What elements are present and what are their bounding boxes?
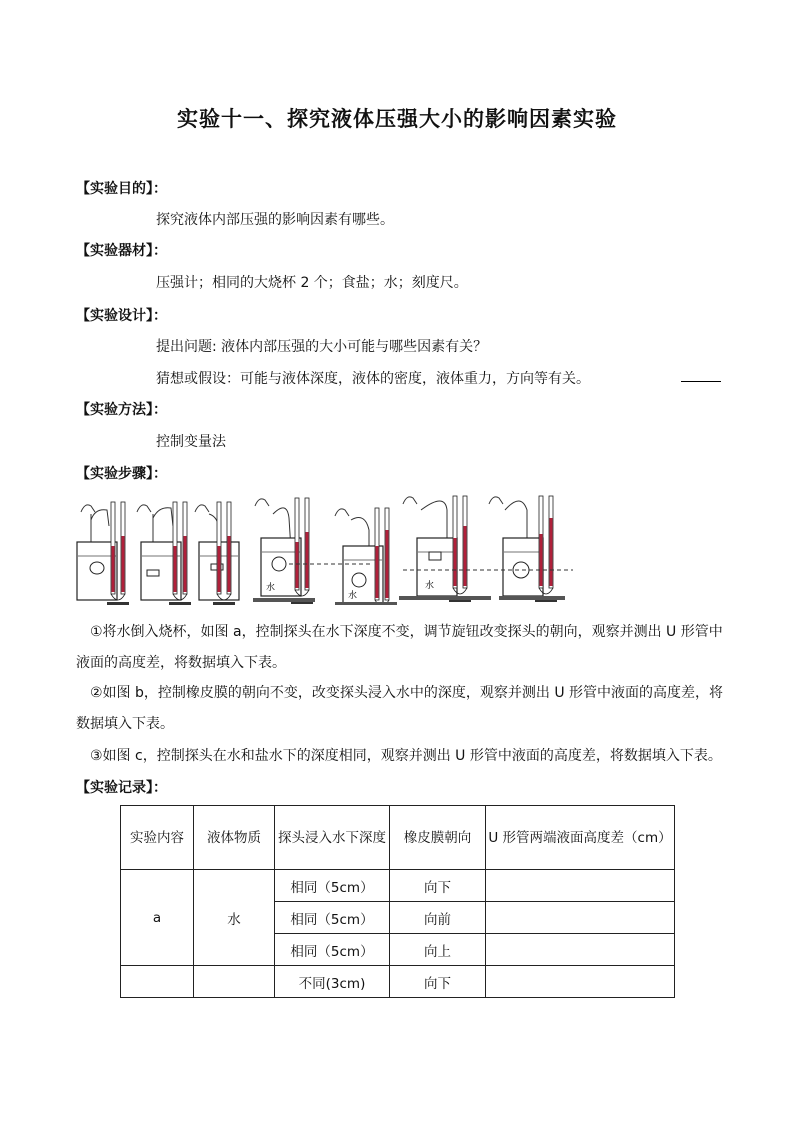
cell-empty — [194, 966, 275, 998]
setup-b1 — [253, 498, 315, 604]
cell-diff[interactable] — [486, 902, 675, 934]
steps-heading: 【实验步骤】： — [76, 466, 167, 482]
header-direction: 橡皮膜朝向 — [390, 806, 486, 870]
step-3: ③如图 c，控制探头在水和盐水下的深度相同，观察并测出 U 形管中液面的高度差，将数据填入下表。 — [90, 748, 722, 764]
record-table — [120, 805, 675, 998]
design-heading: 【实验设计】： — [76, 308, 167, 324]
step-1: ①将水倒入烧杯，如图 a，控制探头在水下深度不变，调节旋钮改变探头的朝向，观察并测出 U 形管中液面的高度差，将数据填入下表。 — [76, 624, 723, 671]
design-question: 提出问题: 液体内部压强的大小可能与哪些因素有关？ — [156, 339, 488, 355]
cell-diff[interactable] — [486, 870, 675, 902]
cell-diff[interactable] — [486, 966, 675, 998]
cell-depth: 相同（5cm） — [275, 934, 390, 966]
header-depth: 探头浸入水下深度 — [275, 806, 390, 870]
setup-a2 — [137, 502, 191, 605]
setup-c1 — [399, 496, 491, 602]
step-2: ②如图 b，控制橡皮膜的朝向不变，改变探头浸入水中的深度，观察并测出 U 形管中液面的高度差，将数据填入下表。 — [76, 685, 724, 732]
design-hypothesis: 猜想或假设：可能与液体深度，液体的密度，液体重力，方向等有关。 — [156, 371, 590, 387]
cell-group-a: a — [121, 870, 194, 966]
cell-diff[interactable] — [486, 934, 675, 966]
cell-direction: 向下 — [390, 870, 486, 902]
table-header-row — [121, 806, 675, 870]
page-title: 实验十一、探究液体压强大小的影响因素实验 — [177, 107, 617, 131]
table-row — [121, 966, 675, 998]
apparatus-svg — [73, 490, 723, 605]
setup-a3 — [195, 502, 239, 605]
apparatus-figure — [73, 490, 723, 605]
purpose-text: 探究液体内部压强的影响因素有哪些。 — [156, 212, 394, 228]
setup-b2 — [335, 508, 397, 605]
cell-depth: 不同(3cm) — [275, 966, 390, 998]
purpose-heading: 【实验目的】： — [76, 181, 167, 197]
cell-liquid: 水 — [194, 870, 275, 966]
cell-direction: 向下 — [390, 966, 486, 998]
blank-line — [681, 381, 721, 382]
water-label-b2: 水 — [348, 591, 358, 601]
header-height-diff: U 形管两端液面高度差（cm） — [486, 806, 675, 870]
header-liquid: 液体物质 — [194, 806, 275, 870]
method-text: 控制变量法 — [156, 434, 226, 450]
cell-depth: 相同（5cm） — [275, 870, 390, 902]
cell-direction: 向前 — [390, 902, 486, 934]
water-label-b1: 水 — [266, 583, 276, 593]
equipment-text: 压强计；相同的大烧杯 2 个；食盐；水；刻度尺。 — [156, 275, 468, 291]
cell-depth: 相同（5cm） — [275, 902, 390, 934]
setup-c2 — [489, 496, 565, 602]
setup-a1 — [77, 502, 129, 605]
cell-direction: 向上 — [390, 934, 486, 966]
cell-empty — [121, 966, 194, 998]
header-content: 实验内容 — [121, 806, 194, 870]
record-heading: 【实验记录】： — [76, 780, 167, 796]
method-heading: 【实验方法】： — [76, 402, 167, 418]
water-label-c1: 水 — [425, 581, 435, 591]
table-row — [121, 870, 675, 902]
equipment-heading: 【实验器材】： — [76, 243, 167, 259]
